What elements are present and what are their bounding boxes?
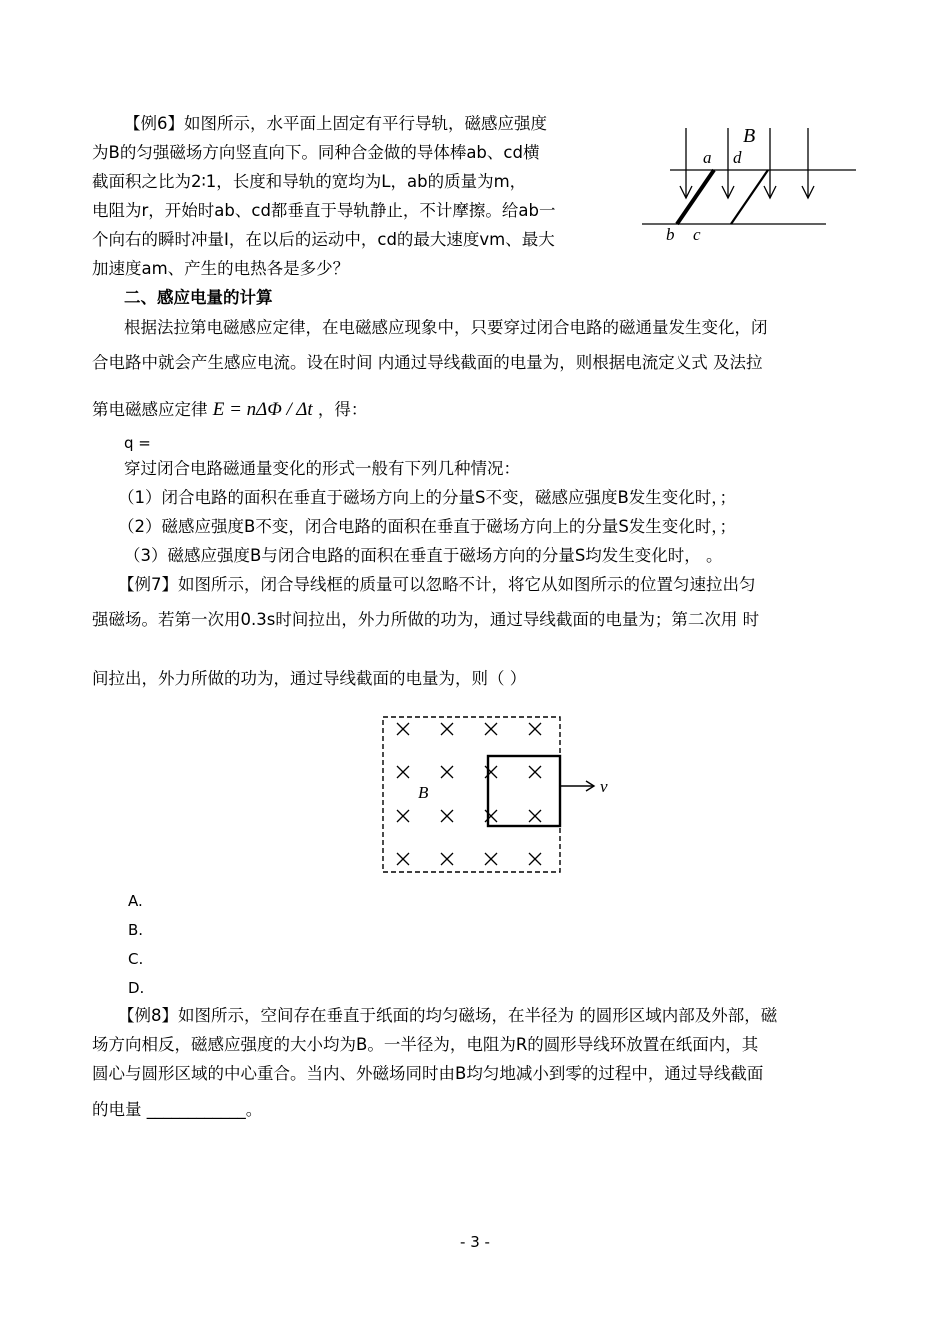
ex7-line-1: 【例7】如图所示，闭合导线框的质量可以忽略不计，将它从如图所示的位置匀速拉出匀 [118, 575, 756, 594]
ex7-option-a: A. [128, 892, 143, 910]
ex6-line-6: 加速度am、产生的电热各是多少？ [92, 259, 350, 278]
ex6-line-1: 【例6】如图所示，水平面上固定有平行导轨，磁感应强度 [124, 114, 547, 133]
ex7-option-b: B. [128, 921, 144, 939]
ex8-line-1: 【例8】如图所示，空间存在垂直于纸面的均匀磁场，在半径为 的圆形区域内部及外部，磁 [118, 1006, 778, 1025]
cases-intro: 穿过闭合电路磁通量变化的形式一般有下列几种情况： [124, 459, 520, 478]
section-p1-line-2: 合电路中就会产生感应电流。设在时间 内通过导线截面的电量为，则根据电流定义式 及法拉 [92, 353, 763, 372]
ex6-rail-figure [630, 118, 870, 248]
faraday-formula: E = nΔΦ / Δt [212, 399, 313, 420]
section-p1-line-3 [92, 398, 367, 422]
page-number: - 3 - [460, 1233, 490, 1251]
case-1: （1）闭合电路的面积在垂直于磁场方向上的分量S不变，磁感应强度B发生变化时，； [118, 488, 737, 507]
ex6-fig-label-c: c [693, 225, 701, 244]
section-heading: 二、感应电量的计算 [124, 288, 273, 307]
ex7-option-d: D. [128, 979, 145, 997]
ex6-line-4: 电阻为r，开始时ab、cd都垂直于导轨静止，不计摩擦。给ab一 [92, 201, 556, 220]
ex6-line-2: 为B的匀强磁场方向竖直向下。同种合金做的导体棒ab、cd横 [92, 143, 540, 162]
ex6-fig-label-B: B [743, 125, 756, 147]
ex6-fig-label-d: d [733, 148, 742, 167]
ex6-line-3: 截面积之比为2∶1，长度和导轨的宽均为L，ab的质量为m， [92, 172, 527, 191]
section-p1-line-1: 根据法拉第电磁感应定律，在电磁感应现象中，只要穿过闭合电路的磁通量发生变化，闭 [124, 318, 768, 337]
q-line: q = [124, 434, 151, 452]
case-2: （2）磁感应强度B不变，闭合电路的面积在垂直于磁场方向上的分量S发生变化时，； [118, 517, 737, 536]
ex6-fig-label-b: b [666, 225, 675, 244]
ex8-line-3: 圆心与圆形区域的中心重合。当内、外磁场同时由B均匀地减小到零的过程中，通过导线截面 [92, 1064, 764, 1083]
ex6-line-5: 个向右的瞬时冲量I，在以后的运动中，cd的最大速度vm、最大 [92, 230, 555, 249]
ex8-line-2: 场方向相反，磁感应强度的大小均为B。一半径为，电阻为R的圆形导线环放置在纸面内，其 [92, 1035, 759, 1054]
section-p1-line-3-post: ，得： [317, 400, 368, 419]
ex7-loop-figure [380, 714, 620, 876]
ex7-fig-label-B: B [418, 783, 429, 802]
case-3: （3）磁感应强度B与闭合电路的面积在垂直于磁场方向的分量S均发生变化时， 。 [124, 546, 723, 565]
ex6-fig-label-a: a [703, 148, 712, 167]
ex7-line-3: 间拉出，外力所做的功为，通过导线截面的电量为，则（ ） [92, 669, 527, 688]
ex7-fig-label-v: v [600, 777, 608, 796]
wire-loop [488, 756, 560, 826]
ex7-line-2: 强磁场。若第一次用0.3s时间拉出，外力所做的功为，通过导线截面的电量为；第二次用 时 [92, 610, 760, 629]
velocity-arrow [560, 781, 594, 791]
ex8-line-4: 的电量 ____________。 [92, 1100, 263, 1119]
ex7-option-c: C. [128, 950, 144, 968]
section-p1-line-3-pre: 第电磁感应定律 [92, 400, 208, 419]
